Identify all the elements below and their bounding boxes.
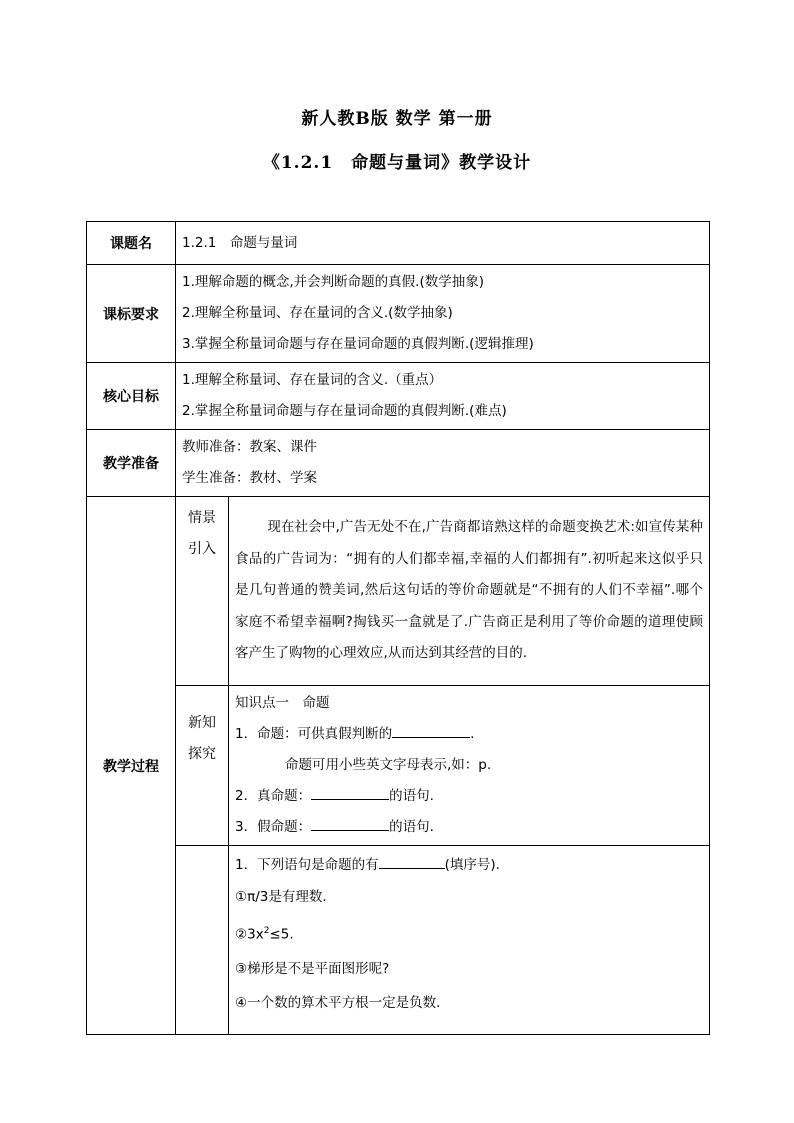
row-process-explore <box>87 686 710 846</box>
document-subtitle: 《1.2.1 命题与量词》教学设计 <box>262 153 532 173</box>
label-prep: 教学准备 <box>87 430 176 497</box>
value-standards <box>176 265 710 363</box>
exercise-option-4: ④一个数的算术平方根一定是负数. <box>235 994 441 1011</box>
label-topic: 课题名 <box>87 222 176 265</box>
label-intro: 情景 引入 <box>176 497 229 686</box>
standards-item: 2.理解全称量词、存在量词的含义.(数学抽象) <box>182 305 453 321</box>
document-title: 新人教B版 数学 第一册 <box>301 109 493 129</box>
fill-blank[interactable] <box>392 723 470 738</box>
exercise-content <box>229 846 710 1035</box>
exercise-option-1: ①π/3是有理数. <box>235 889 327 905</box>
row-process-exercise <box>87 846 710 1035</box>
row-prep <box>87 430 710 497</box>
explore-content <box>229 686 710 846</box>
explore-heading: 知识点一 命题 <box>235 695 330 711</box>
value-topic: 1.2.1 命题与量词 <box>176 222 710 265</box>
standards-item: 3.掌握全称量词命题与存在量词命题的真假判断.(逻辑推理) <box>182 336 534 352</box>
core-item: 2.掌握全称量词命题与存在量词命题的真假判断.(难点) <box>182 403 507 419</box>
row-process-intro <box>87 497 710 686</box>
label-explore: 新知 探究 <box>176 686 229 846</box>
fill-blank[interactable] <box>311 785 389 800</box>
label-core: 核心目标 <box>87 363 176 430</box>
value-prep <box>176 430 710 497</box>
lesson-plan-table <box>86 221 710 1035</box>
row-topic <box>87 222 710 265</box>
exercise-question: 1．下列语句是命题的有 (填序号). <box>235 850 703 880</box>
exercise-option-3: ③梯形是不是平面图形呢? <box>235 960 390 977</box>
explore-item-1: 1．命题：可供真假判断的 . <box>235 719 703 750</box>
label-standards: 课标要求 <box>87 265 176 363</box>
exercise-option-2: $②3x^2\le 5$. <box>235 926 294 943</box>
label-exercise-empty <box>176 846 229 1035</box>
standards-item: 1.理解命题的概念,并会判断命题的真假.(数学抽象) <box>182 274 484 290</box>
explore-item-3: 3．假命题： 的语句. <box>235 812 703 843</box>
explore-note: 命题可用小些英文字母表示,如：p. <box>285 757 492 773</box>
label-process: 教学过程 <box>87 497 176 1035</box>
prep-item: 教师准备：教案、课件 <box>182 439 317 455</box>
fill-blank[interactable] <box>311 816 389 831</box>
core-item: 1.理解全称量词、存在量词的含义.（重点） <box>182 372 443 388</box>
value-core <box>176 363 710 430</box>
prep-item: 学生准备：教材、学案 <box>182 470 317 486</box>
row-core <box>87 363 710 430</box>
intro-text: 现在社会中,广告无处不在,广告商都谙熟这样的命题变换艺术:如宣传某种食品的广告词为：“拥有的人们都幸福,幸福的人们都拥有”.初听起来这似乎只是几句普通的赞美词,然后这句话的等价命题就是“不拥有的人们不幸福”.哪个家庭不希望幸福啊?掏钱买一盒就是了.广告商正是利用了等价命题的道理使顾客产生了购物的心理效应,从而达到其经营的目的. <box>229 497 710 686</box>
explore-item-2: 2．真命题： 的语句. <box>235 781 703 812</box>
row-standards <box>87 265 710 363</box>
fill-blank[interactable] <box>379 854 445 869</box>
